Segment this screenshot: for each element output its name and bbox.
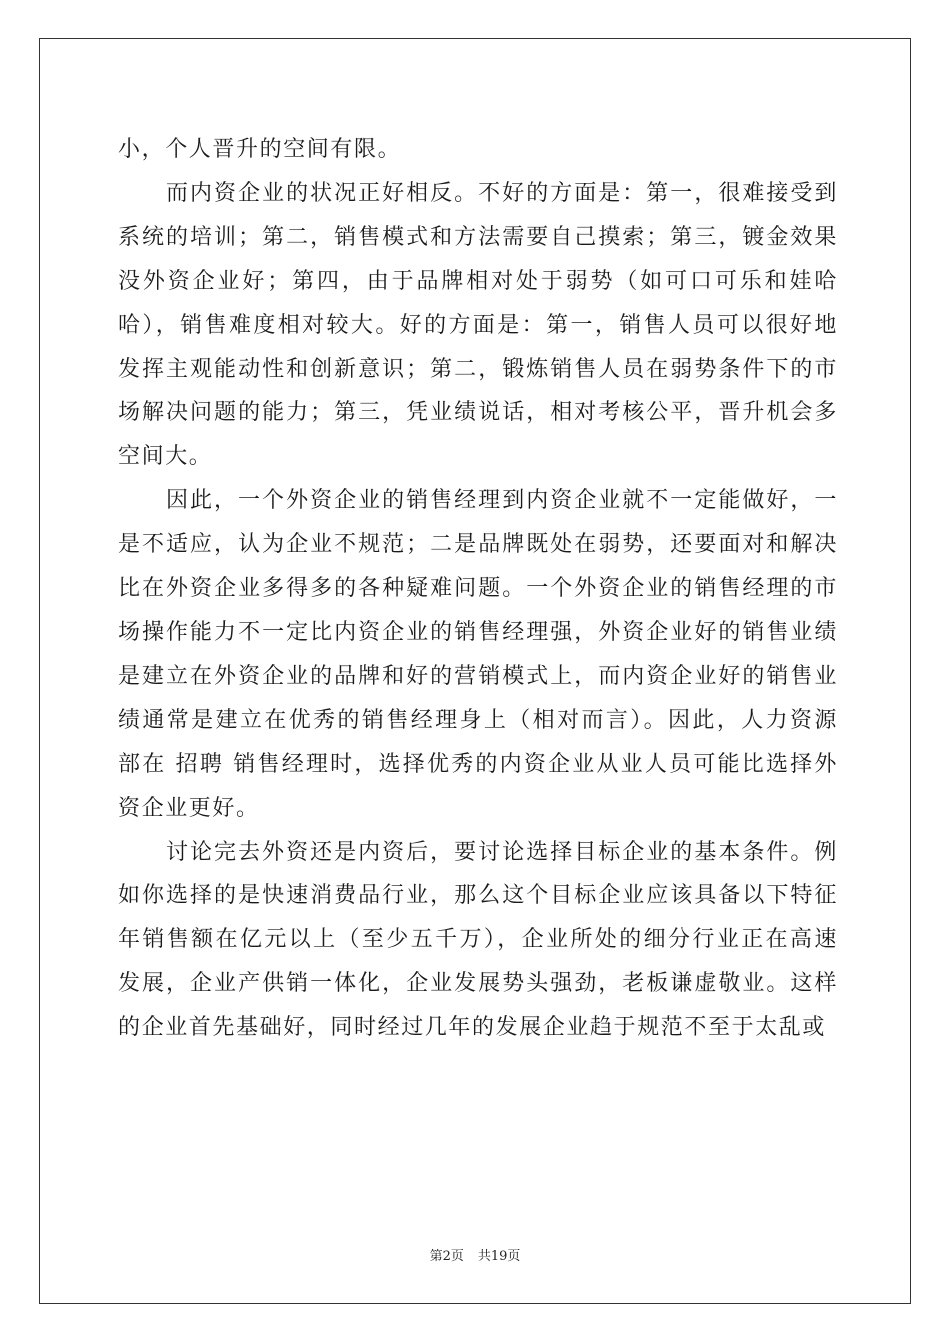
page-footer [0,1245,950,1264]
page-number: 第2页 [429,1249,464,1264]
paragraph-4: 讨论完去外资还是内资后，要讨论选择目标企业的基本条件。例如你选择的是快速消费品行业，那么这个目标企业应该具备以下特征年销售额在亿元以上（至少五千万），企业所处的细分行业正在高速发展，企业产供销一体化，企业发展势头强劲，老板谦虚敬业。这样的企业首先基础好，同时经过几年的发展企业趋于规范不至于太乱或 [118,839,838,1041]
paragraph-1: 小，个人晋升的空间有限。 [118,137,402,162]
document-body [118,128,838,1050]
page-total: 共19页 [477,1249,521,1264]
paragraph-2: 而内资企业的状况正好相反。不好的方面是：第一，很难接受到系统的培训；第二，销售模式和方法需要自己摸索；第三，镀金效果没外资企业好；第四，由于品牌相对处于弱势（如可口可乐和娃哈哈），销售难度相对较大。好的方面是：第一，销售人员可以很好地发挥主观能动性和创新意识；第二，锻炼销售人员在弱势条件下的市场解决问题的能力；第三，凭业绩说话，相对考核公平，晋升机会多空间大。 [118,180,838,470]
paragraph-3: 因此，一个外资企业的销售经理到内资企业就不一定能做好，一是不适应，认为企业不规范；二是品牌既处在弱势，还要面对和解决比在外资企业多得多的各种疑难问题。一个外资企业的销售经理的市场操作能力不一定比内资企业的销售经理强，外资企业好的销售业绩是建立在外资企业的品牌和好的营销模式上，而内资企业好的销售业绩通常是建立在优秀的销售经理身上（相对而言）。因此，人力资源部在 招聘 销售经理时，选择优秀的内资企业从业人员可能比选择外资企业更好。 [118,488,838,821]
